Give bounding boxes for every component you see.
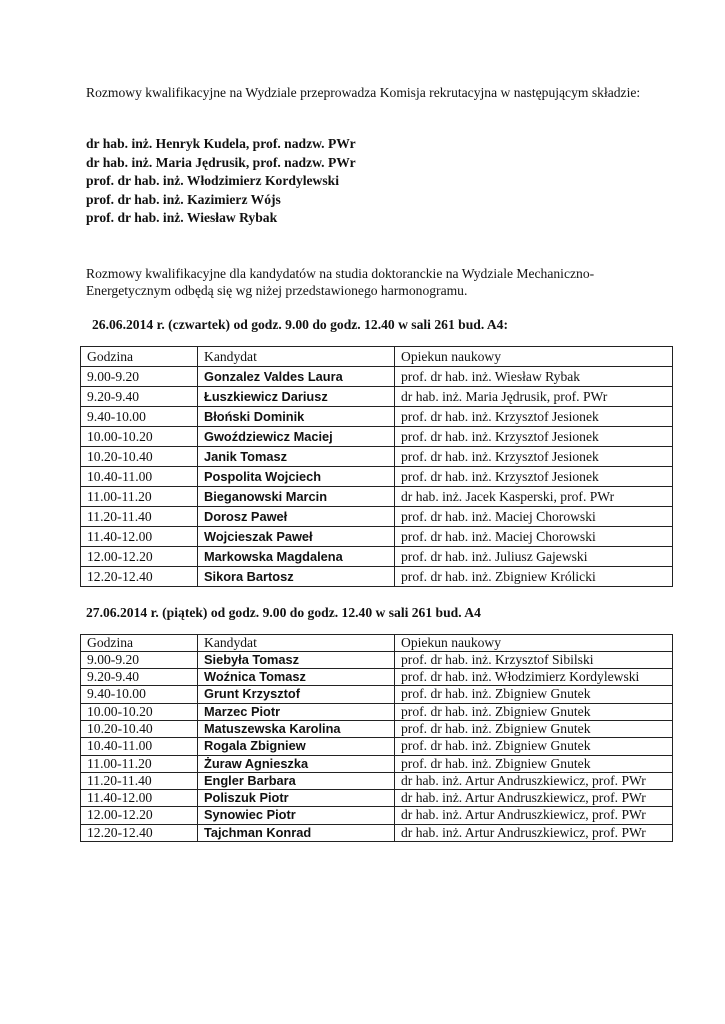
cell-kandydat: Siebyła Tomasz [198, 651, 395, 668]
committee-members-list [86, 135, 676, 228]
table-row [81, 738, 673, 755]
cell-godzina: 10.20-10.40 [81, 446, 198, 466]
cell-kandydat: Wojcieszak Paweł [198, 526, 395, 546]
cell-godzina: 9.40-10.00 [81, 406, 198, 426]
header-godzina: Godzina [81, 634, 198, 651]
cell-godzina: 9.20-9.40 [81, 386, 198, 406]
cell-kandydat: Woźnica Tomasz [198, 669, 395, 686]
table-row [81, 506, 673, 526]
table-row [81, 669, 673, 686]
header-opiekun: Opiekun naukowy [395, 346, 673, 366]
cell-kandydat: Pospolita Wojciech [198, 466, 395, 486]
cell-kandydat: Poliszuk Piotr [198, 790, 395, 807]
cell-kandydat: Dorosz Paweł [198, 506, 395, 526]
cell-opiekun: prof. dr hab. inż. Zbigniew Gnutek [395, 686, 673, 703]
cell-opiekun: prof. dr hab. inż. Krzysztof Sibilski [395, 651, 673, 668]
day2-schedule-table [80, 634, 673, 843]
committee-member: prof. dr hab. inż. Kazimierz Wójs [86, 191, 281, 207]
cell-opiekun: prof. dr hab. inż. Krzysztof Jesionek [395, 466, 673, 486]
cell-opiekun: dr hab. inż. Jacek Kasperski, prof. PWr [395, 486, 673, 506]
cell-godzina: 10.00-10.20 [81, 426, 198, 446]
cell-godzina: 9.40-10.00 [81, 686, 198, 703]
committee-member: dr hab. inż. Henryk Kudela, prof. nadzw. PWr [86, 136, 356, 151]
cell-kandydat: Błoński Dominik [198, 406, 395, 426]
table-row [81, 720, 673, 737]
day1-schedule-table [80, 346, 673, 587]
header-opiekun: Opiekun naukowy [395, 634, 673, 651]
cell-opiekun: dr hab. inż. Artur Andruszkiewicz, prof. PWr [395, 824, 673, 841]
table-header-row [81, 634, 673, 651]
cell-kandydat: Łuszkiewicz Dariusz [198, 386, 395, 406]
header-godzina: Godzina [81, 346, 198, 366]
cell-godzina: 10.00-10.20 [81, 703, 198, 720]
table-row [81, 426, 673, 446]
cell-opiekun: prof. dr hab. inż. Zbigniew Królicki [395, 566, 673, 586]
cell-godzina: 11.20-11.40 [81, 772, 198, 789]
cell-opiekun: prof. dr hab. inż. Maciej Chorowski [395, 526, 673, 546]
cell-godzina: 11.20-11.40 [81, 506, 198, 526]
committee-intro: Rozmowy kwalifikacyjne na Wydziale przeprowadza Komisja rekrutacyjna w następującym składzie: [86, 85, 641, 100]
cell-kandydat: Gwoździewicz Maciej [198, 426, 395, 446]
table-row [81, 446, 673, 466]
cell-kandydat: Janik Tomasz [198, 446, 395, 466]
cell-kandydat: Synowiec Piotr [198, 807, 395, 824]
table-row [81, 546, 673, 566]
cell-godzina: 12.00-12.20 [81, 546, 198, 566]
cell-godzina: 12.20-12.40 [81, 824, 198, 841]
table-row [81, 651, 673, 668]
cell-godzina: 11.00-11.20 [81, 755, 198, 772]
schedule-intro: Rozmowy kwalifikacyjne dla kandydatów na studia doktoranckie na Wydziale Mechaniczno-Energetycznym odbędą się wg niżej przedstawionego harmonogramu. [86, 265, 595, 298]
cell-godzina: 10.40-11.00 [81, 738, 198, 755]
cell-kandydat: Engler Barbara [198, 772, 395, 789]
cell-godzina: 12.00-12.20 [81, 807, 198, 824]
committee-member: dr hab. inż. Maria Jędrusik, prof. nadzw. PWr [86, 154, 356, 170]
cell-kandydat: Żuraw Agnieszka [198, 755, 395, 772]
cell-godzina: 11.40-12.00 [81, 526, 198, 546]
cell-opiekun: prof. dr hab. inż. Zbigniew Gnutek [395, 720, 673, 737]
cell-opiekun: dr hab. inż. Artur Andruszkiewicz, prof. PWr [395, 790, 673, 807]
cell-opiekun: prof. dr hab. inż. Zbigniew Gnutek [395, 703, 673, 720]
table-row [81, 386, 673, 406]
table-row [81, 466, 673, 486]
committee-member: prof. dr hab. inż. Włodzimierz Kordylewski [86, 173, 340, 188]
cell-kandydat: Grunt Krzysztof [198, 686, 395, 703]
cell-opiekun: prof. dr hab. inż. Juliusz Gajewski [395, 546, 673, 566]
table-row [81, 366, 673, 386]
cell-opiekun: prof. dr hab. inż. Zbigniew Gnutek [395, 755, 673, 772]
cell-opiekun: dr hab. inż. Artur Andruszkiewicz, prof. PWr [395, 807, 673, 824]
cell-godzina: 10.20-10.40 [81, 720, 198, 737]
header-kandydat: Kandydat [198, 634, 395, 651]
cell-kandydat: Markowska Magdalena [198, 546, 395, 566]
table-header-row [81, 346, 673, 366]
cell-kandydat: Gonzalez Valdes Laura [198, 366, 395, 386]
day2-heading: 27.06.2014 r. (piątek) od godz. 9.00 do godz. 12.40 w sali 261 bud. A4 [86, 604, 481, 620]
table-row [81, 703, 673, 720]
cell-opiekun: dr hab. inż. Artur Andruszkiewicz, prof. PWr [395, 772, 673, 789]
cell-opiekun: prof. dr hab. inż. Krzysztof Jesionek [395, 426, 673, 446]
table-row [81, 755, 673, 772]
cell-godzina: 9.20-9.40 [81, 669, 198, 686]
cell-kandydat: Marzec Piotr [198, 703, 395, 720]
cell-opiekun: prof. dr hab. inż. Maciej Chorowski [395, 506, 673, 526]
cell-godzina: 10.40-11.00 [81, 466, 198, 486]
table-row [81, 406, 673, 426]
cell-kandydat: Bieganowski Marcin [198, 486, 395, 506]
cell-opiekun: prof. dr hab. inż. Zbigniew Gnutek [395, 738, 673, 755]
cell-opiekun: prof. dr hab. inż. Wiesław Rybak [395, 366, 673, 386]
table-row [81, 772, 673, 789]
cell-opiekun: dr hab. inż. Maria Jędrusik, prof. PWr [395, 386, 673, 406]
committee-member: prof. dr hab. inż. Wiesław Rybak [86, 210, 278, 225]
table-row [81, 486, 673, 506]
table-row [81, 566, 673, 586]
table-row [81, 526, 673, 546]
table-row [81, 824, 673, 841]
table-row [81, 790, 673, 807]
day1-heading: 26.06.2014 r. (czwartek) od godz. 9.00 do godz. 12.40 w sali 261 bud. A4: [92, 316, 509, 332]
cell-godzina: 9.00-9.20 [81, 366, 198, 386]
cell-opiekun: prof. dr hab. inż. Krzysztof Jesionek [395, 406, 673, 426]
header-kandydat: Kandydat [198, 346, 395, 366]
table-row [81, 686, 673, 703]
table-row [81, 807, 673, 824]
cell-godzina: 9.00-9.20 [81, 651, 198, 668]
cell-kandydat: Matuszewska Karolina [198, 720, 395, 737]
cell-godzina: 11.00-11.20 [81, 486, 198, 506]
cell-kandydat: Rogala Zbigniew [198, 738, 395, 755]
cell-godzina: 11.40-12.00 [81, 790, 198, 807]
document-page [86, 84, 676, 842]
cell-godzina: 12.20-12.40 [81, 566, 198, 586]
cell-kandydat: Sikora Bartosz [198, 566, 395, 586]
cell-kandydat: Tajchman Konrad [198, 824, 395, 841]
cell-opiekun: prof. dr hab. inż. Krzysztof Jesionek [395, 446, 673, 466]
cell-opiekun: prof. dr hab. inż. Włodzimierz Kordylewski [395, 669, 673, 686]
